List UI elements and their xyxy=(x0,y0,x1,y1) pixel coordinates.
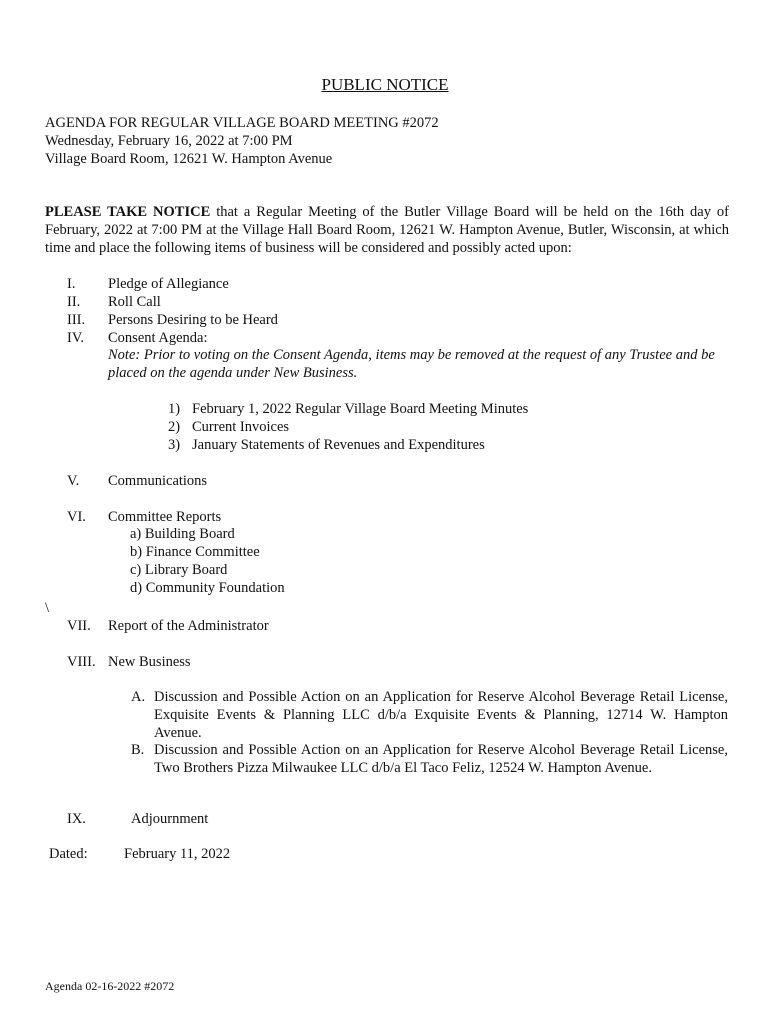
dated-label: Dated: xyxy=(49,846,88,862)
notice-lead: PLEASE TAKE NOTICE xyxy=(45,204,211,220)
notice-body: that a Regular Meeting of the Butler Village Board will be held on the 16th day of February, 2022 at 7:00 PM at the Village Hall Board Room, 12621 W. Hampton Avenue, Butler, Wisconsin, at which time and place the following items of business will be considered and possibly acted upon: xyxy=(45,204,729,256)
committee-report-item: b) Finance Committee xyxy=(130,544,260,560)
agenda-item-adjournment: Adjournment xyxy=(131,811,209,827)
item-number: V. xyxy=(67,473,80,489)
consent-item: January Statements of Revenues and Expenditures xyxy=(192,437,485,453)
new-business-item: Discussion and Possible Action on an Application for Reserve Alcohol Beverage Retail License, Exquisite Events & Planning LLC d/b/a Exquisite Events & Planning, 12714 W. Hampton Avenue. xyxy=(154,689,728,741)
new-business-item: Discussion and Possible Action on an Application for Reserve Alcohol Beverage Retail License, Two Brothers Pizza Milwaukee LLC d/b/a El Taco Feliz, 12524 W. Hampton Avenue. xyxy=(154,742,728,776)
item-number: VI. xyxy=(67,509,86,525)
page-title: PUBLIC NOTICE xyxy=(321,75,449,94)
agenda-item-new-business: New Business xyxy=(108,654,191,670)
consent-note: Note: Prior to voting on the Consent Agenda, items may be removed at the request of any Trustee and be placed on the agenda under New Business. xyxy=(108,347,715,381)
new-business-letter: A. xyxy=(131,689,146,705)
item-number: IV. xyxy=(67,330,85,346)
item-number: IX. xyxy=(67,811,86,827)
meeting-location: Village Board Room, 12621 W. Hampton Avenue xyxy=(45,151,333,167)
committee-report-item: c) Library Board xyxy=(130,562,228,578)
item-number: II. xyxy=(67,294,81,310)
new-business-letter: B. xyxy=(131,742,145,758)
consent-item-number: 3) xyxy=(168,437,181,453)
agenda-item-committee-reports: Committee Reports xyxy=(108,509,222,525)
meeting-datetime: Wednesday, February 16, 2022 at 7:00 PM xyxy=(45,133,293,149)
agenda-item-roll-call: Roll Call xyxy=(108,294,161,310)
agenda-item-pledge: Pledge of Allegiance xyxy=(108,276,229,292)
stray-mark: \ xyxy=(45,600,50,616)
consent-item-number: 2) xyxy=(168,419,181,435)
agenda-item-persons-heard: Persons Desiring to be Heard xyxy=(108,312,278,328)
agenda-item-communications: Communications xyxy=(108,473,208,489)
notice-paragraph xyxy=(45,203,729,257)
agenda-item-consent: Consent Agenda: xyxy=(108,330,208,346)
consent-item-number: 1) xyxy=(168,401,181,417)
consent-item: February 1, 2022 Regular Village Board Meeting Minutes xyxy=(192,401,529,417)
page-footer: Agenda 02-16-2022 #2072 xyxy=(45,979,175,993)
committee-report-item: a) Building Board xyxy=(130,526,235,542)
agenda-item-administrator-report: Report of the Administrator xyxy=(108,618,269,634)
item-number: VII. xyxy=(67,618,91,634)
dated-value: February 11, 2022 xyxy=(124,846,231,862)
item-number: VIII. xyxy=(67,654,96,670)
item-number: I. xyxy=(67,276,76,292)
committee-report-item: d) Community Foundation xyxy=(130,580,285,596)
consent-item: Current Invoices xyxy=(192,419,290,435)
item-number: III. xyxy=(67,312,86,328)
agenda-heading: AGENDA FOR REGULAR VILLAGE BOARD MEETING #2072 xyxy=(45,115,439,131)
